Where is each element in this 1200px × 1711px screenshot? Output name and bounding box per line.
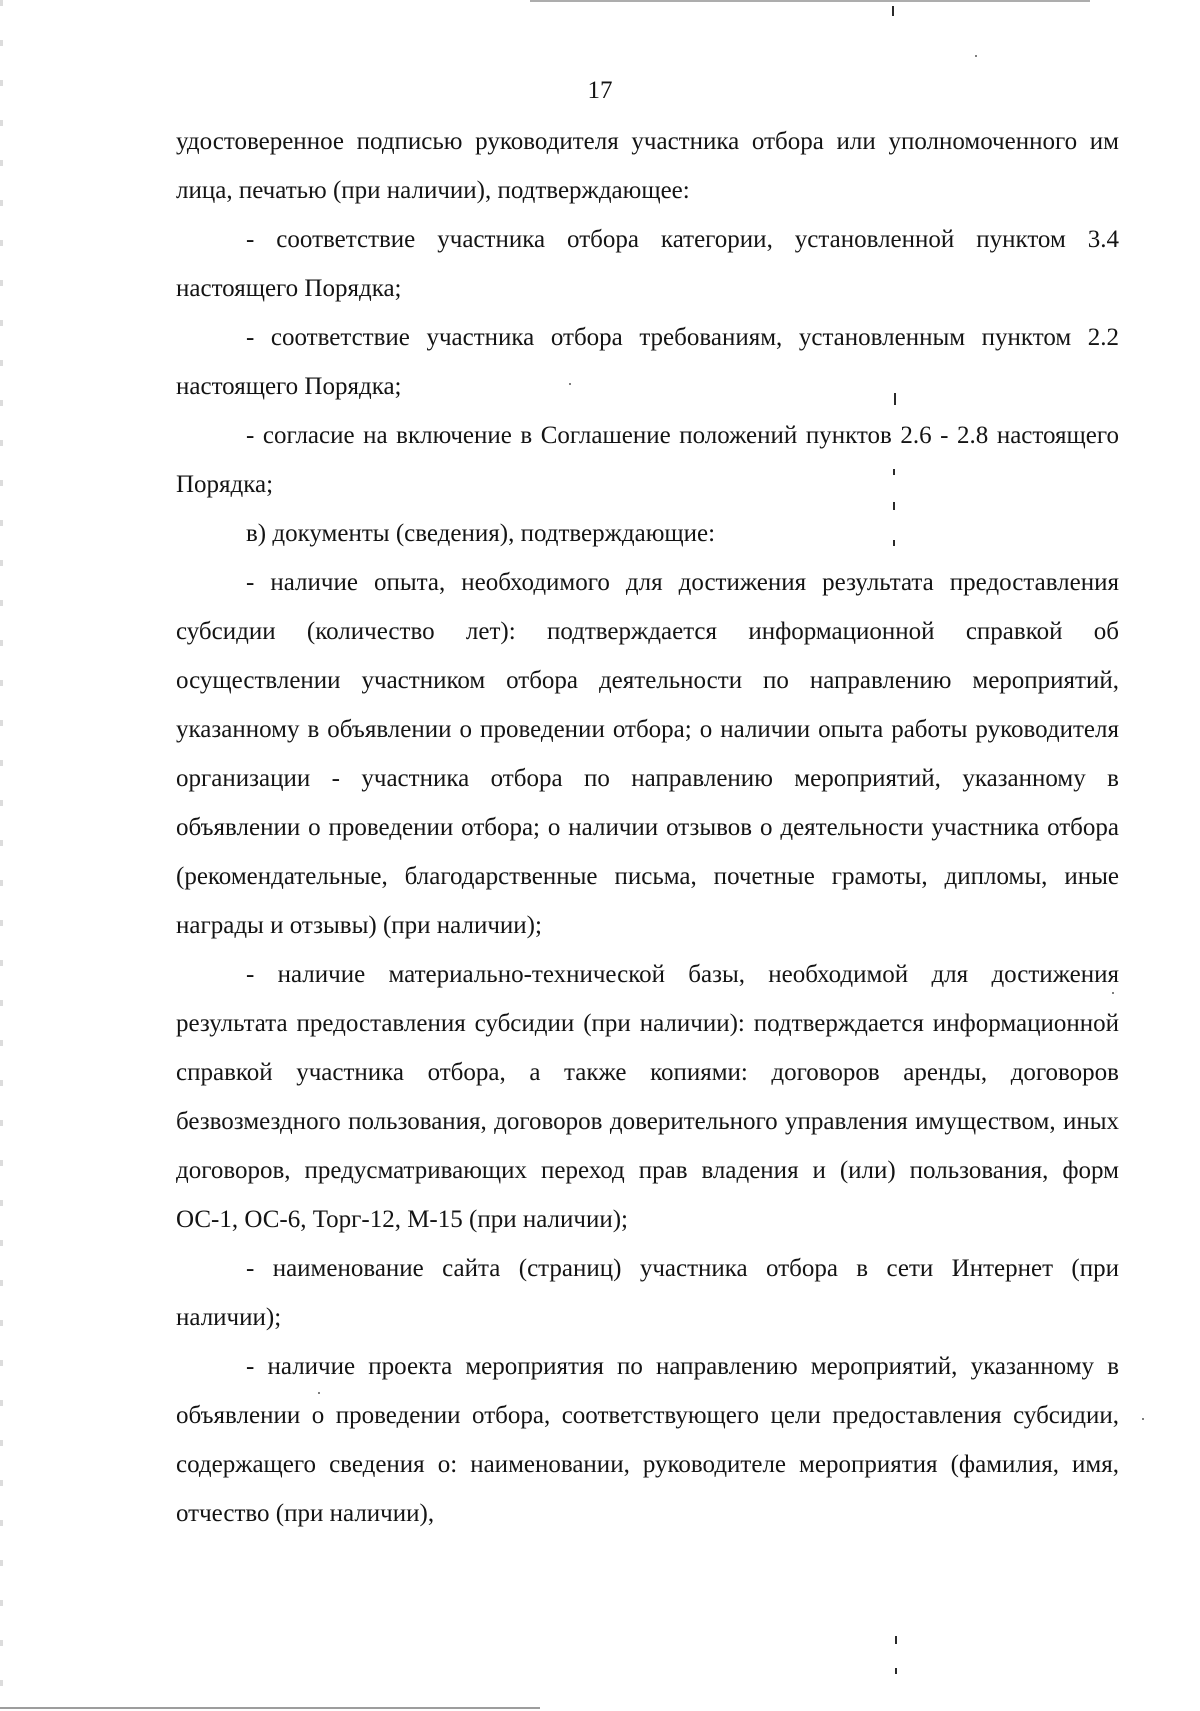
paragraph-material-base: - наличие материально-технической базы, необходимой для достижения результата предоставления субсидии (при наличии): подтверждается информационной справкой участника отбора, а также копиями: договоров аренды, договоров безвозмездного пользования, договоров доверительного управления имуществом, иных договоров, предусматривающих переход прав владения и (или) пользования, форм ОС-1, ОС-6, Торг-12, М-15 (при наличии); xyxy=(176,961,1119,1233)
scan-artifact-mark xyxy=(895,1636,897,1644)
paragraph-requirements-compliance: - соответствие участника отбора требованиям, установленным пунктом 2.2 настоящего Порядка; xyxy=(176,324,1119,400)
paragraph-continuation: удостоверенное подписью руководителя участника отбора или уполномоченного им лица, печатью (при наличии), подтверждающее: xyxy=(176,128,1119,204)
scan-artifact-left-edge xyxy=(0,0,3,1711)
scan-artifact-speck xyxy=(975,55,977,57)
scan-artifact-speck xyxy=(1142,1418,1144,1420)
scan-artifact-top-line xyxy=(530,0,1090,2)
paragraph-website: - наименование сайта (страниц) участника отбора в сети Интернет (при наличии); xyxy=(176,1255,1119,1331)
document-body xyxy=(176,117,1119,1538)
paragraph-agreement-consent: - согласие на включение в Соглашение положений пунктов 2.6 - 2.8 настоящего Порядка; xyxy=(176,422,1119,498)
scan-artifact-mark xyxy=(892,6,894,16)
paragraph-event-project: - наличие проекта мероприятия по направлению мероприятий, указанному в объявлении о проведении отбора, соответствующего цели предоставления субсидии, содержащего сведения о: наименовании, руководителе мероприятия (фамилия, имя, отчество (при наличии), xyxy=(176,1353,1119,1527)
paragraph-experience: - наличие опыта, необходимого для достижения результата предоставления субсидии (количество лет): подтверждается информационной справкой об осуществлении участником отбора деятельности по направлению мероприятий, указанному в объявлении о проведении отбора; о наличии опыта работы руководителя организации - участника отбора по направлению мероприятий, указанному в объявлении о проведении отбора; о наличии отзывов о деятельности участника отбора (рекомендательные, благодарственные письма, почетные грамоты, дипломы, иные награды и отзывы) (при наличии); xyxy=(176,569,1119,939)
paragraph-category-compliance: - соответствие участника отбора категории, установленной пунктом 3.4 настоящего Порядка; xyxy=(176,226,1119,302)
scan-artifact-mark xyxy=(895,1668,897,1674)
page-number: 17 xyxy=(587,77,613,104)
scan-artifact-bottom-line xyxy=(0,1707,540,1709)
paragraph-documents-heading: в) документы (сведения), подтверждающие: xyxy=(246,520,716,547)
